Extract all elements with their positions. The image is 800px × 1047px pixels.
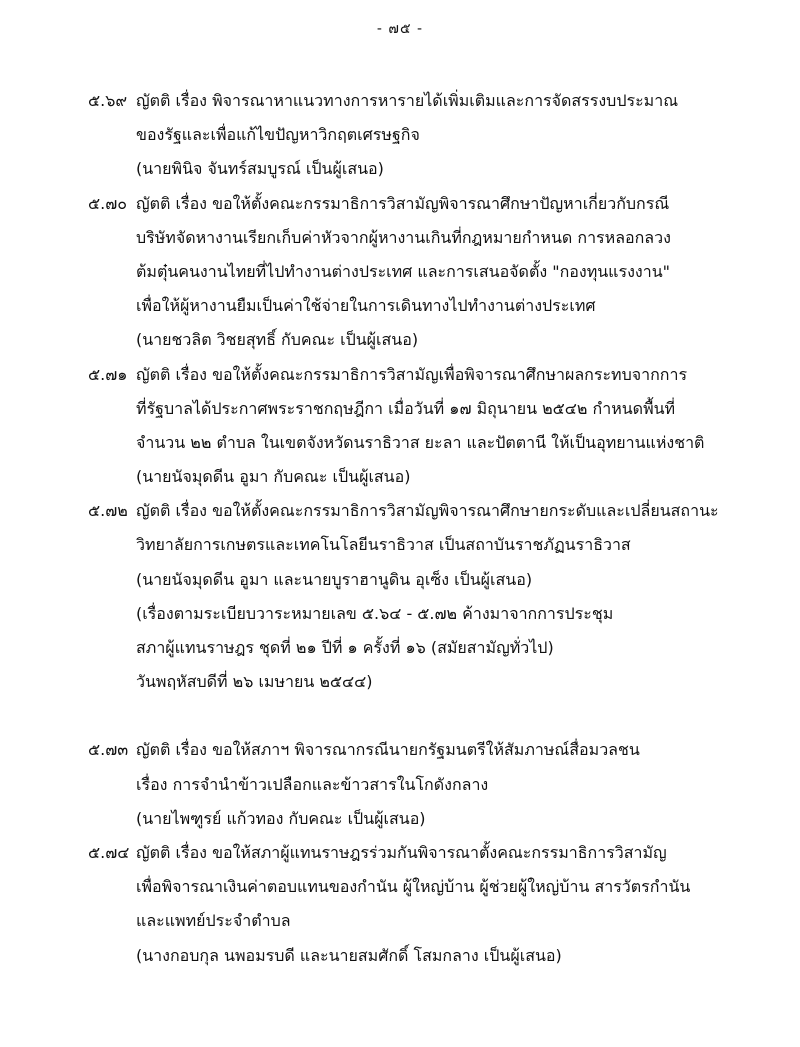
agenda-item-first-line (88, 84, 778, 118)
agenda-item (88, 358, 778, 495)
agenda-list (88, 84, 778, 973)
agenda-item-line: สภาผู้แทนราษฎร ชุดที่ ๒๑ ปีที่ ๑ ครั้งที่ ๑๖ (สมัยสามัญทั่วไป) (136, 638, 554, 657)
agenda-item-line: เพื่อพิจารณาเงินค่าตอบแทนของกำนัน ผู้ใหญ่บ้าน ผู้ช่วยผู้ใหญ่บ้าน สารวัตรกำนัน (136, 877, 691, 897)
page-number: - ๗๕ - (376, 21, 424, 37)
agenda-item-number: ๕.๗๐ (88, 193, 127, 213)
agenda-item-title: ญัตติ เรื่อง ขอให้สภาฯ พิจารณากรณีนายกรัฐมนตรีให้สัมภาษณ์สื่อมวลชน (136, 740, 640, 760)
agenda-item-first-line (88, 494, 778, 528)
agenda-item-line: (นายไพฑูรย์ แก้วทอง กับคณะ เป็นผู้เสนอ) (136, 808, 426, 828)
agenda-item-first-line (88, 358, 778, 392)
agenda-item-line: เพื่อให้ผู้หางานยืมเป็นค่าใช้จ่ายในการเดินทางไปทำงานต่างประเทศ (136, 296, 596, 316)
agenda-item-number: ๕.๖๙ (88, 91, 128, 110)
agenda-item-number: ๕.๗๒ (88, 501, 128, 521)
agenda-item-number: ๕.๗๓ (88, 740, 129, 760)
agenda-item-line: ของรัฐและเพื่อแก้ไขปัญหาวิกฤตเศรษฐกิจ (136, 125, 420, 145)
agenda-item-line: (นายพินิจ จันทร์สมบูรณ์ เป็นผู้เสนอ) (136, 159, 384, 179)
agenda-item-line: (นายนัจมุดดีน อูมา กับคณะ เป็นผู้เสนอ) (136, 467, 411, 487)
agenda-item-title: ญัตติ เรื่อง ขอให้ตั้งคณะกรรมาธิการวิสามัญพิจารณาศึกษายกระดับและเปลี่ยนสถานะ (136, 501, 719, 521)
agenda-item-line: (นายนัจมุดดีน อูมา และนายบูราฮานูดิน อุเซ็ง เป็นผู้เสนอ) (136, 569, 533, 589)
agenda-item-number: ๕.๗๔ (88, 842, 130, 862)
agenda-item-title: ญัตติ เรื่อง พิจารณาหาแนวทางการหารายได้เพิ่มเติมและการจัดสรรงบประมาณ (136, 91, 679, 110)
agenda-item-line: และแพทย์ประจำตำบล (136, 911, 291, 931)
agenda-item-first-line (88, 836, 778, 870)
agenda-item-first-line (88, 733, 778, 767)
agenda-item-line: บริษัทจัดหางานเรียกเก็บค่าหัวจากผู้หางานเกินที่กฎหมายกำหนด การหลอกลวง (136, 227, 671, 247)
agenda-item-title: ญัตติ เรื่อง ขอให้ตั้งคณะกรรมาธิการวิสามัญเพื่อพิจารณาศึกษาผลกระทบจากการ (136, 364, 688, 384)
agenda-item-line: วันพฤหัสบดีที่ ๒๖ เมษายน ๒๕๔๔) (136, 672, 373, 692)
agenda-item-title: ญัตติ เรื่อง ขอให้สภาผู้แทนราษฎรร่วมกันพิจารณาตั้งคณะกรรมาธิการวิสามัญ (136, 842, 667, 862)
agenda-item (88, 733, 778, 836)
agenda-item-number: ๕.๗๑ (88, 364, 128, 384)
agenda-item (88, 494, 778, 699)
agenda-item (88, 836, 778, 973)
agenda-item-line: เรื่อง การจำนำข้าวเปลือกและข้าวสารในโกดังกลาง (136, 774, 489, 794)
agenda-item-line: วิทยาลัยการเกษตรและเทคโนโลยีนราธิวาส เป็นสถาบันราชภัฏนราธิวาส (136, 535, 631, 555)
agenda-item (88, 84, 778, 187)
agenda-item-line: (เรื่องตามระเบียบวาระหมายเลข ๕.๖๔ - ๕.๗๒ ค้างมาจากการประชุม (136, 603, 614, 623)
agenda-item-title: ญัตติ เรื่อง ขอให้ตั้งคณะกรรมาธิการวิสามัญพิจารณาศึกษาปัญหาเกี่ยวกับกรณี (136, 193, 670, 213)
section-spacer (88, 699, 778, 733)
agenda-item-line: ต้มตุ๋นคนงานไทยที่ไปทำงานต่างประเทศ และการเสนอจัดตั้ง "กองทุนแรงงาน" (136, 261, 670, 281)
agenda-item-line: (นางกอบกุล นพอมรบดี และนายสมศักดิ์ โสมกลาง เป็นผู้เสนอ) (136, 945, 562, 965)
agenda-item-line: จำนวน ๒๒ ตำบล ในเขตจังหวัดนราธิวาส ยะลา และปัตตานี ให้เป็นอุทยานแห่งชาติ (136, 432, 705, 452)
agenda-item-first-line (88, 187, 778, 221)
agenda-item-line: ที่รัฐบาลได้ประกาศพระราชกฤษฎีกา เมื่อวันที่ ๑๗ มิถุนายน ๒๕๔๒ กำหนดพื้นที่ (136, 398, 676, 418)
agenda-item (88, 187, 778, 358)
agenda-item-line: (นายชวลิต วิชยสุทธิ์ กับคณะ เป็นผู้เสนอ) (136, 330, 419, 350)
